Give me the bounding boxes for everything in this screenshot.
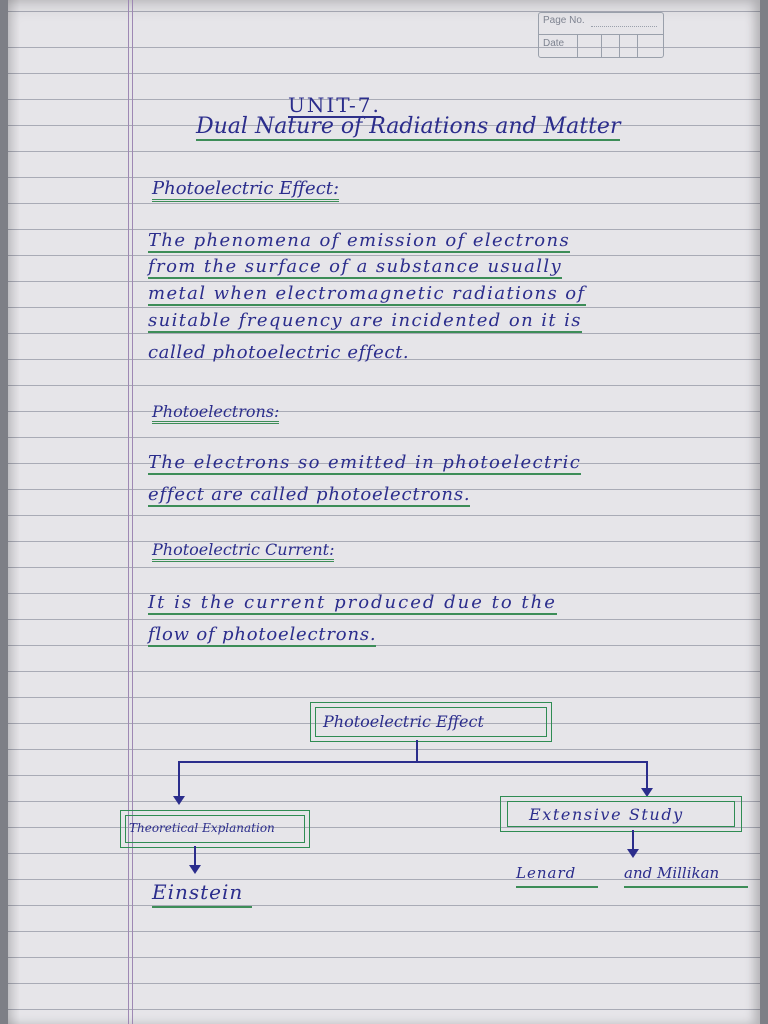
arrow-down-icon: [173, 796, 185, 805]
right-node-label: Extensive Study: [529, 805, 684, 824]
connector-root-down: [416, 740, 418, 762]
connector-left-down: [178, 761, 180, 799]
date-cell-divider: [637, 34, 638, 57]
connector-horizontal: [178, 761, 648, 763]
section-heading-photoelectrons: Photoelectrons:: [152, 404, 279, 424]
paragraph-line: flow of photoelectrons.: [148, 624, 377, 645]
paragraph-line: The electrons so emitted in photoelectric: [148, 452, 582, 473]
section-heading-photoelectric-effect: Photoelectric Effect:: [152, 180, 339, 202]
page-no-label: Page No.: [543, 15, 585, 26]
notebook-page: [8, 0, 760, 1024]
left-node-box: [120, 810, 310, 848]
left-leaf-label: Einstein: [152, 880, 244, 904]
arrow-down-icon: [627, 849, 639, 858]
margin-line-inner: [132, 0, 133, 1024]
binding-shadow: [8, 0, 20, 1024]
arrow-down-icon: [189, 865, 201, 874]
page-no-rule: [591, 26, 657, 27]
root-node-label: Photoelectric Effect: [323, 712, 484, 731]
date-cell-divider: [601, 34, 602, 57]
unit-heading: UNIT-7.: [288, 93, 381, 117]
paragraph-line: effect are called photoelectrons.: [148, 484, 471, 505]
connector-right-down: [646, 761, 648, 791]
date-cell-divider: [577, 34, 578, 57]
right-leaf-underline-1: [516, 886, 598, 888]
margin-line: [128, 0, 129, 1024]
page-date-box: [538, 12, 664, 58]
section-heading-photoelectric-current: Photoelectric Current:: [152, 542, 334, 562]
paragraph-line: The phenomena of emission of electrons: [148, 230, 571, 251]
date-cell-divider: [619, 34, 620, 57]
right-node-box: [500, 796, 742, 832]
paragraph-line: It is the current produced due to the: [148, 592, 557, 613]
paragraph-line: metal when electromagnetic radiations of: [148, 283, 586, 304]
date-label: Date: [543, 38, 565, 49]
paragraph-line: suitable frequency are incidented on it is: [148, 310, 582, 331]
paragraph-line: from the surface of a substance usually: [148, 256, 563, 277]
page-title: Dual Nature of Radiations and Matter: [196, 114, 621, 139]
root-node-box: [310, 702, 552, 742]
right-leaf-label-2: and Millikan: [624, 864, 720, 882]
right-leaf-underline-2: [624, 886, 748, 888]
left-leaf-underline: [152, 906, 252, 908]
right-leaf-label-1: Lenard: [516, 864, 577, 882]
paragraph-line: called photoelectric effect.: [148, 342, 410, 363]
left-node-label: Theoretical Explanation: [129, 821, 275, 835]
